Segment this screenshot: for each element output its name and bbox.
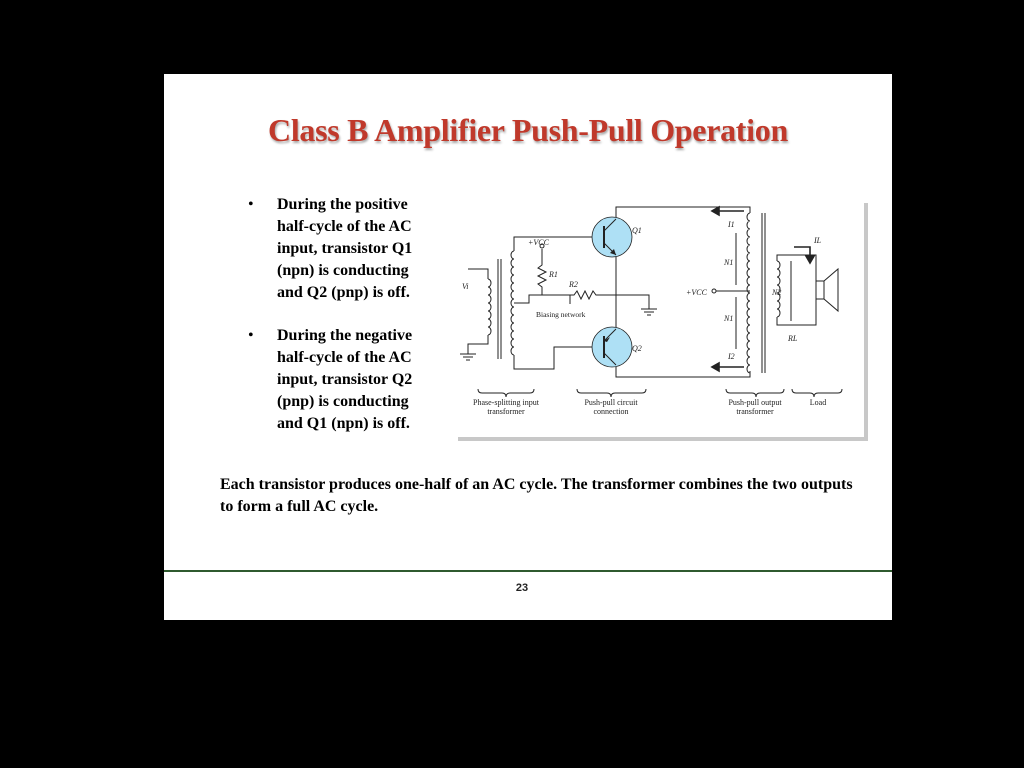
caption-phase-splitting: Phase-splitting input transformer [473,398,539,416]
bullet-text: During the positive half-cycle of the AC input, transistor Q1 (npn) is conducting and Q2 (pnp) is off. [277,196,413,301]
label-vcc-out: +VCC [686,288,707,297]
bullet-text: During the negative half-cycle of the AC input, transistor Q2 (pnp) is conducting and Q1 (npn) is off. [277,327,413,432]
summary-text: Each transistor produces one-half of an AC cycle. The transformer combines the two outputs to form a full AC cycle. [220,476,853,515]
footer-rule [164,570,892,572]
label-biasing-network: Biasing network [536,310,586,319]
label-vcc-in: +VCC [528,238,549,247]
bullet-item [248,325,438,435]
label-i2: I2 [728,352,735,361]
bullet-list [248,194,438,456]
caption-push-pull-output: Push-pull output transformer [728,398,782,416]
label-q1: Q1 [632,226,642,235]
bullet-dot: • [248,196,254,213]
label-i1: I1 [728,220,735,229]
label-rl: RL [788,334,798,343]
label-n1-top: N1 [724,258,734,267]
bullet-item [248,194,438,304]
caption-push-pull-circuit: Push-pull circuit connection [584,398,638,416]
label-r2: R2 [569,280,578,289]
caption-load: Load [809,398,827,407]
label-il: IL [814,236,822,245]
label-q2: Q2 [632,344,642,353]
label-r1: R1 [549,270,558,279]
slide [164,74,892,620]
transistor-q1 [592,217,632,257]
label-n2: N2 [772,288,782,297]
bullet-dot: • [248,327,254,344]
push-pull-circuit-diagram [454,199,864,437]
slide-title: Class B Amplifier Push-Pull Operation [268,112,788,148]
transistor-q2 [592,327,632,367]
label-vi: Vi [462,282,469,291]
page-number: 23 [515,582,529,594]
label-n1-bottom: N1 [724,314,734,323]
